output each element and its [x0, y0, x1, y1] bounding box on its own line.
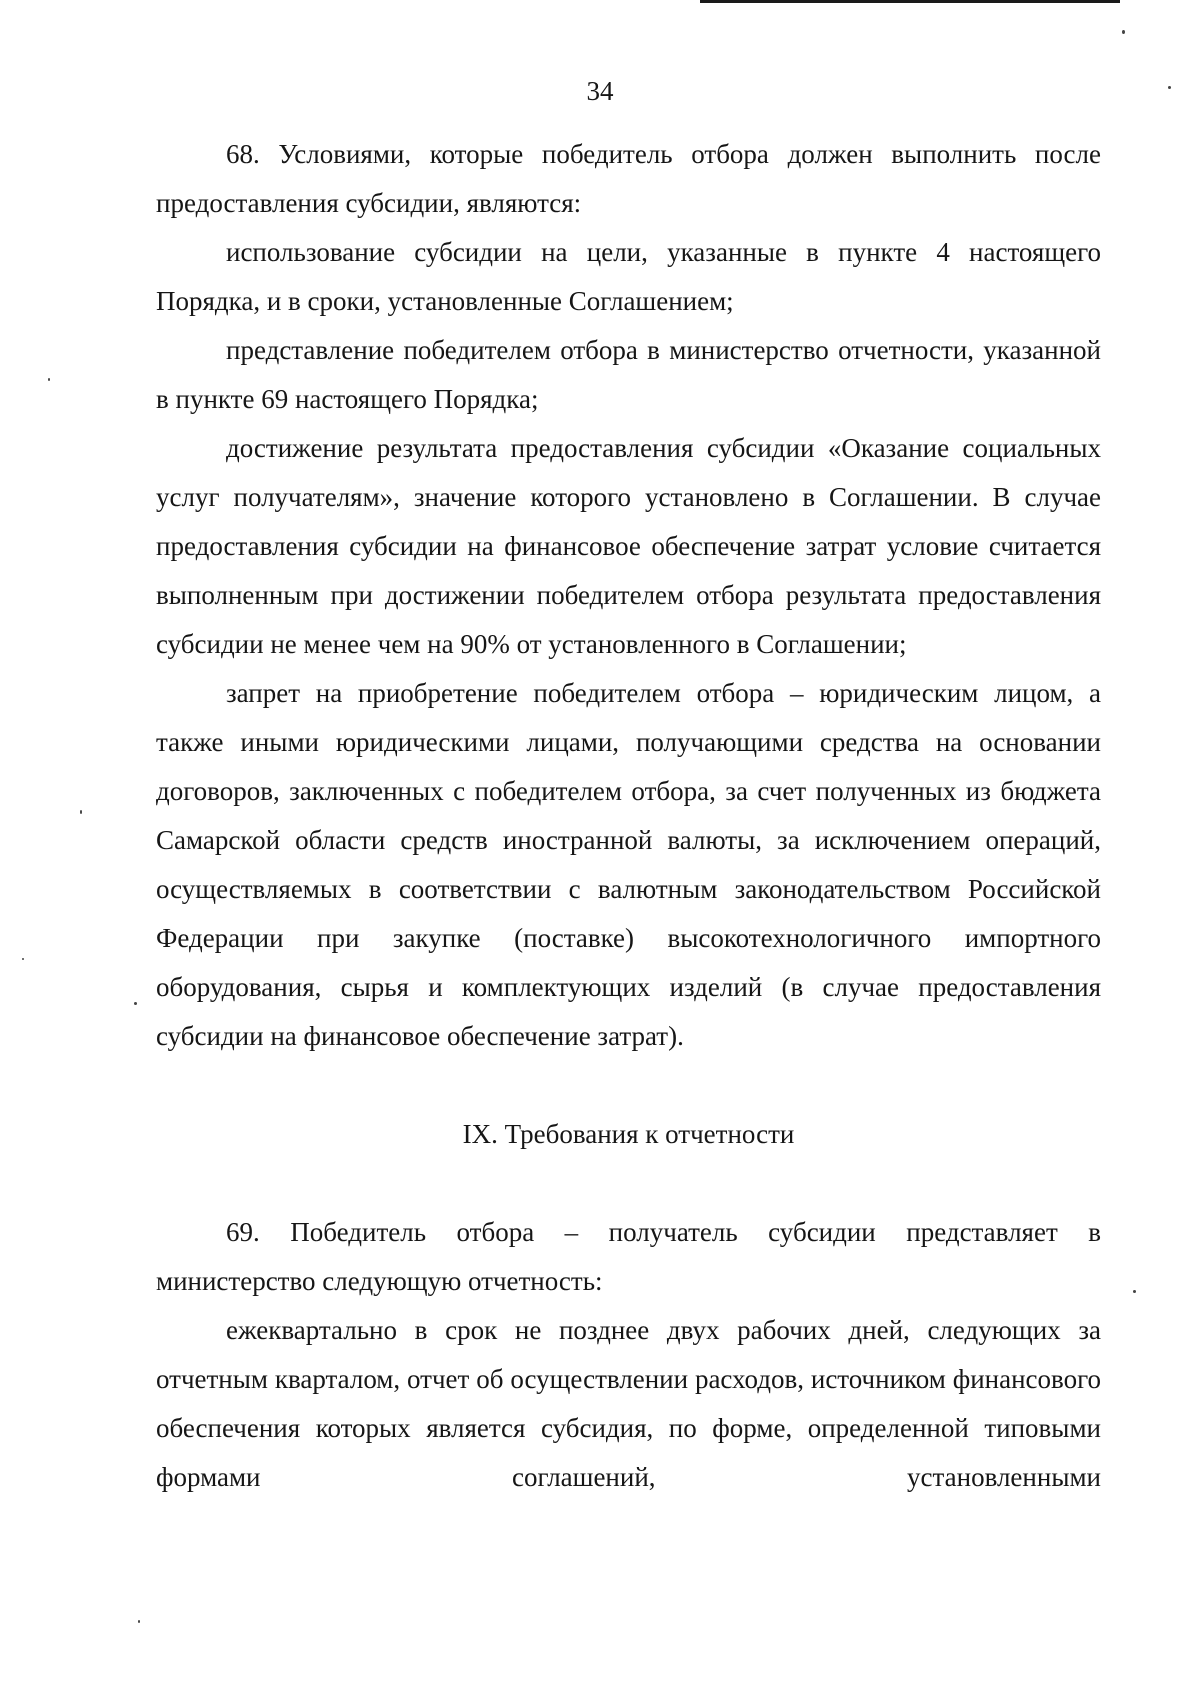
- scan-speck: [22, 958, 24, 960]
- scan-speck: [80, 810, 82, 814]
- paragraph-69: 69. Победитель отбора – получатель субсидии представляет в министерство следующую отчетность:: [156, 1217, 1101, 1296]
- condition-result-achievement: достижение результата предоставления субсидии «Оказание социальных услуг получателям», значение которого установлено в Соглашении. В случае предоставления субсидии на финансовое обеспечение затрат условие считается выполненным при достижении победителем отбора результата предоставления субсидии не менее чем на 90% от установленного в Соглашении;: [156, 433, 1101, 659]
- scan-speck: [48, 378, 50, 381]
- scan-speck: [138, 1620, 140, 1623]
- document-body: [156, 130, 1101, 1502]
- quarterly-report-paragraph: ежеквартально в срок не позднее двух рабочих дней, следующих за отчетным кварталом, отчет об осуществлении расходов, источником финансового обеспечения которых является субсидия, по форме, определенной типовыми формами соглашений, установленными: [156, 1315, 1101, 1492]
- scan-speck: [1122, 30, 1125, 34]
- scan-speck: [134, 1002, 137, 1005]
- page-number: 34: [586, 76, 614, 106]
- condition-currency-ban: запрет на приобретение победителем отбора – юридическим лицом, а также иными юридическими лицами, получающими средства на основании договоров, заключенных с победителем отбора, за счет полученных из бюджета Самарской области средств иностранной валюты, за исключением операций, осуществляемых в соответствии с валютным законодательством Российской Федерации при закупке (поставке) высокотехнологичного импортного оборудования, сырья и комплектующих изделий (в случае предоставления субсидии на финансовое обеспечение затрат).: [156, 678, 1101, 1051]
- scan-top-rule: [700, 0, 1120, 3]
- condition-reporting: представление победителем отбора в министерство отчетности, указанной в пункте 69 настоящего Порядка;: [156, 335, 1101, 414]
- section-heading: IX. Требования к отчетности: [462, 1119, 795, 1149]
- scan-speck: [1133, 1290, 1136, 1293]
- paragraph-68: 68. Условиями, которые победитель отбора должен выполнить после предоставления субсидии, являются:: [156, 139, 1101, 218]
- condition-purpose-use: использование субсидии на цели, указанные в пункте 4 настоящего Порядка, и в сроки, установленные Соглашением;: [156, 237, 1101, 316]
